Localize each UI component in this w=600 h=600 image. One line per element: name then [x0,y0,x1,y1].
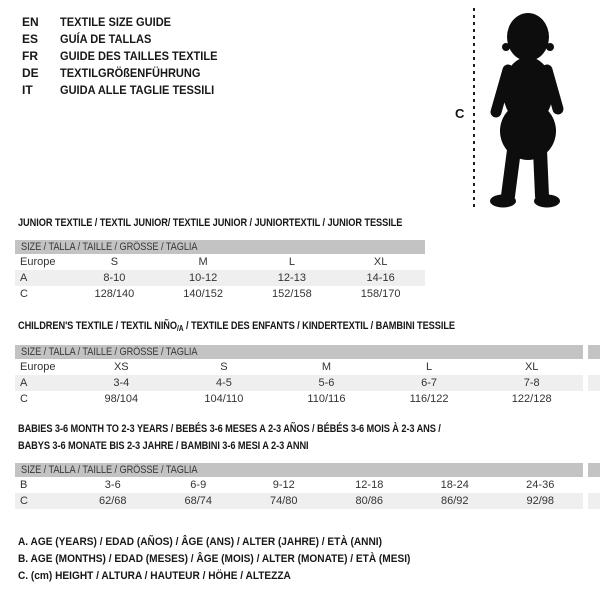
size-header-band: SIZE / TALLA / TAILLE / GRÖSSE / TAGLIA [15,240,425,254]
row-label: C [15,493,70,509]
cell: 3-4 [70,375,173,391]
language-list [22,13,231,98]
section-title-junior: JUNIOR TEXTILE / TEXTIL JUNIOR/ TEXTILE JUNIOR / JUNIORTEXTIL / JUNIOR TESSILE [18,217,403,229]
table-row [15,254,425,270]
cell: 6-9 [190,479,207,491]
table-row [15,359,583,375]
cell: 12-13 [248,270,337,286]
footnotes [18,536,445,587]
cell: XL [524,361,539,373]
cell: 74/80 [241,493,327,509]
table-row [15,493,583,509]
language-code: DE [22,65,39,80]
language-code: EN [22,14,39,29]
section-title-children: CHILDREN'S TEXTILE / TEXTIL $NIÑO_{/A}$ / TEXTILE DES ENFANTS / KINDERTEXTIL / BAMBINI TESSILE [18,320,455,333]
language-row-en [22,13,231,30]
cell: 7-8 [480,375,583,391]
cell: L [288,256,295,268]
cell: 152/158 [271,288,312,300]
language-title: TEXTILGRÖßENFÜHRUNG [60,65,201,80]
table-row [15,375,583,391]
language-row-fr [22,47,231,64]
cropped-band-sliver [588,345,600,359]
section-title-babies-line1: BABIES 3-6 MONTH TO 2-3 YEARS / BEBÉS 3-6 MESES A 2-3 AÑOS / BÉBÉS 3-6 MOIS À 2-3 ANS / [18,423,441,435]
cell: 6-7 [378,375,481,391]
cell: 24-36 [526,479,555,491]
cell: 4-5 [173,375,276,391]
language-title: TEXTILE SIZE GUIDE [60,14,172,29]
size-header-band: SIZE / TALLA / TAILLE / GRÖSSE / TAGLIA [15,345,583,359]
cell: 116/122 [409,393,449,405]
cell: M [321,361,332,373]
cell: 5-6 [275,375,378,391]
language-row-it [22,81,231,98]
cell: 12-18 [355,479,384,491]
cell: 8-10 [70,270,159,286]
cell: M [198,256,208,268]
table-row [15,270,425,286]
footnote-b: B. AGE (MONTHS) / EDAD (MESES) / ÂGE (MOIS) / ALTER (MONATE) / ETÀ (MESI) [18,553,411,565]
language-code: IT [22,82,33,97]
footnote-c: C. (cm) HEIGHT / ALTURA / HAUTEUR / HÖHE / ALTEZZA [18,570,291,582]
cell: 122/128 [511,393,552,405]
cell: 110/116 [307,393,346,405]
row-label: A [15,375,70,391]
table-row [15,391,583,407]
row-label: B [20,479,28,491]
cropped-band-sliver [588,463,600,477]
cell: 98/104 [104,393,139,405]
cell: S [110,256,119,268]
cell: 140/152 [183,288,223,300]
section-title-babies-line2: BABYS 3-6 MONATE BIS 2-3 JAHRE / BAMBINI 3-6 MESI A 2-3 ANNI [18,440,309,452]
cell: 62/68 [70,493,156,509]
row-label: Europe [20,361,56,373]
language-title: GUÍA DE TALLAS [60,31,152,46]
cell: 92/98 [498,493,584,509]
cell: 3-6 [104,479,121,491]
size-header-band: SIZE / TALLA / TAILLE / GRÖSSE / TAGLIA [15,463,583,477]
language-title: GUIDE DES TAILLES TEXTILE [60,48,218,63]
babies-size-table [15,463,583,509]
footnote-a: A. AGE (YEARS) / EDAD (AÑOS) / ÂGE (ANS) / ALTER (JAHRE) / ETÀ (ANNI) [18,536,382,548]
cell: 10-12 [159,270,248,286]
row-label: C [20,288,28,300]
table-row [15,477,583,493]
table-row [15,286,425,302]
language-title: GUIDA ALLE TAGLIE TESSILI [60,82,215,97]
cell: 80/86 [327,493,413,509]
cell: 14-16 [336,270,425,286]
language-code: ES [22,31,39,46]
cell: 9-12 [272,479,295,491]
language-row-de [22,64,231,81]
toddler-silhouette [483,8,571,212]
cell: 158/170 [360,288,401,300]
cell: 68/74 [156,493,242,509]
language-row-es [22,30,231,47]
row-label: Europe [20,256,56,268]
cell: 18-24 [440,479,469,491]
cell: XS [113,361,129,373]
cropped-band-sliver [588,375,600,391]
cell: 86/92 [412,493,498,509]
junior-size-table [15,240,425,302]
title-subscript: /A [176,324,184,333]
children-size-table [15,345,583,407]
cropped-band-sliver [588,493,600,509]
height-measure-dashed-line [473,8,475,211]
row-label: C [20,393,28,405]
cell: L [426,361,433,373]
row-label: A [15,270,70,286]
cell: XL [373,256,388,268]
cell: 128/140 [94,288,135,300]
language-code: FR [22,48,38,63]
cell: S [220,361,228,373]
cell: 104/110 [204,393,244,405]
height-measure-label: C [455,106,465,121]
